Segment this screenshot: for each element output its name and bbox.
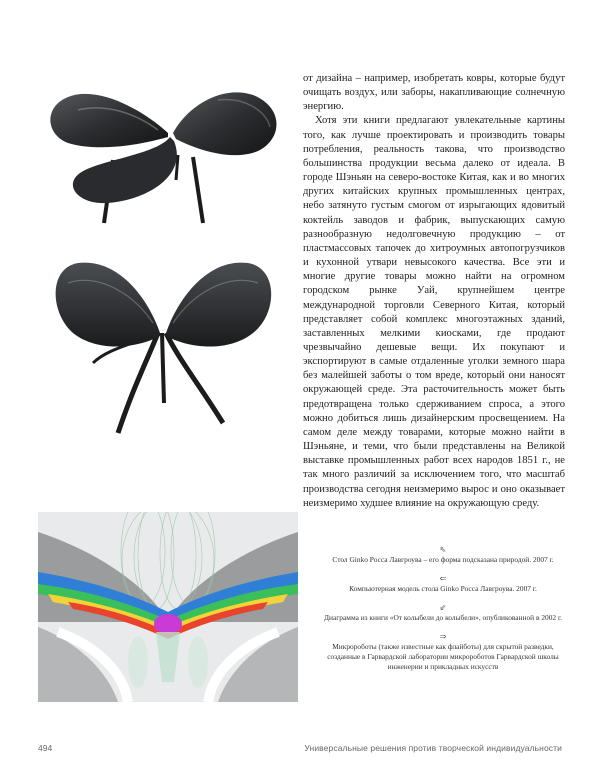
paragraph: Хотя эти книги предлагают увлекательные картины того, как лучше проектировать и производить товары потребления, реальность такова, что производство большинства продукции весьма далеко от идеала. В городе Шэньян на северо-востоке Китая, как и во многих других китайских крупных промышленных центрах, небо затянуто густым смогом от изрыгающих ядовитый коктейль заводов и фабрик, выпускающих самую разнообразную недолговечную продукцию – от пластмассовых тапочек до хитроумных автопогрузчиков и кухонной утвари невысокого качества. Все эти и многие другие товары можно найти на огромном городском рынке Уай, крупнейшем центре международной торговли Северного Китая, который представляет собой комплекс многоэтажных зданий, заставленных мелкими киосками, где продают чрезвычайно дешевые вещи. Их покупают и экспортируют в самые отдаленные уголки земного шара без малейшей заботы о том вреде, который они наносят окружающей среде. Эта расточительность может быть предотвращена только сдерживанием спроса, а этого можно добиться лишь дизайнерским просвещением. На самом деле между товарами, которые можно найти в Шэньяне, и теми, что были представлены на Великой выставке промышленных работ всех народов 1851 г., не так много различий за исключением того, что масштаб производства сегодня неизмеримо вырос и оно оказывает неизмеримо худшее влияние на окружающую среду. [303, 115, 565, 509]
caption-text: Микророботы (также известные как флайботы) для скрытой разведки, созданные в Гарвардской лаборатории микророботов Гарвардской школы инженерии и прикладных искусств [327, 642, 559, 671]
computer-model-image [38, 512, 298, 702]
caption-text: Диаграмма из книги «От колыбели до колыбели», опубликованной в 2002 г. [324, 613, 562, 622]
ginko-table-side-view-image [38, 238, 288, 438]
ginko-table-photo [38, 55, 288, 225]
arrow-down-left-icon: ⇙ [439, 603, 447, 612]
page-footer [38, 743, 562, 757]
running-title: Универсальные решения против творческой индивидуальности [304, 743, 562, 753]
arrow-up-left-icon: ⇖ [439, 545, 447, 554]
caption [318, 632, 568, 672]
body-text [303, 72, 565, 511]
ginko-table-computer-model [38, 512, 298, 702]
ginko-table-top-view-image [38, 55, 288, 225]
arrow-left-icon: ⇐ [439, 574, 447, 583]
caption [318, 545, 568, 565]
caption [318, 603, 568, 623]
page-number: 494 [38, 743, 53, 753]
caption-text: Компьютерная модель стола Ginko Росса Лавгроува. 2007 г. [349, 584, 537, 593]
captions [318, 545, 568, 681]
caption-text: Стол Ginko Росса Лавгроува – его форма подсказана природой. 2007 г. [332, 555, 554, 564]
ginko-table-side-photo [38, 238, 288, 438]
arrow-right-icon: ⇒ [439, 632, 447, 641]
paragraph: от дизайна – например, изобретать ковры, которые будут очищать воздух, или заборы, накапливающие солнечную энергию. [303, 73, 565, 113]
caption [318, 574, 568, 594]
